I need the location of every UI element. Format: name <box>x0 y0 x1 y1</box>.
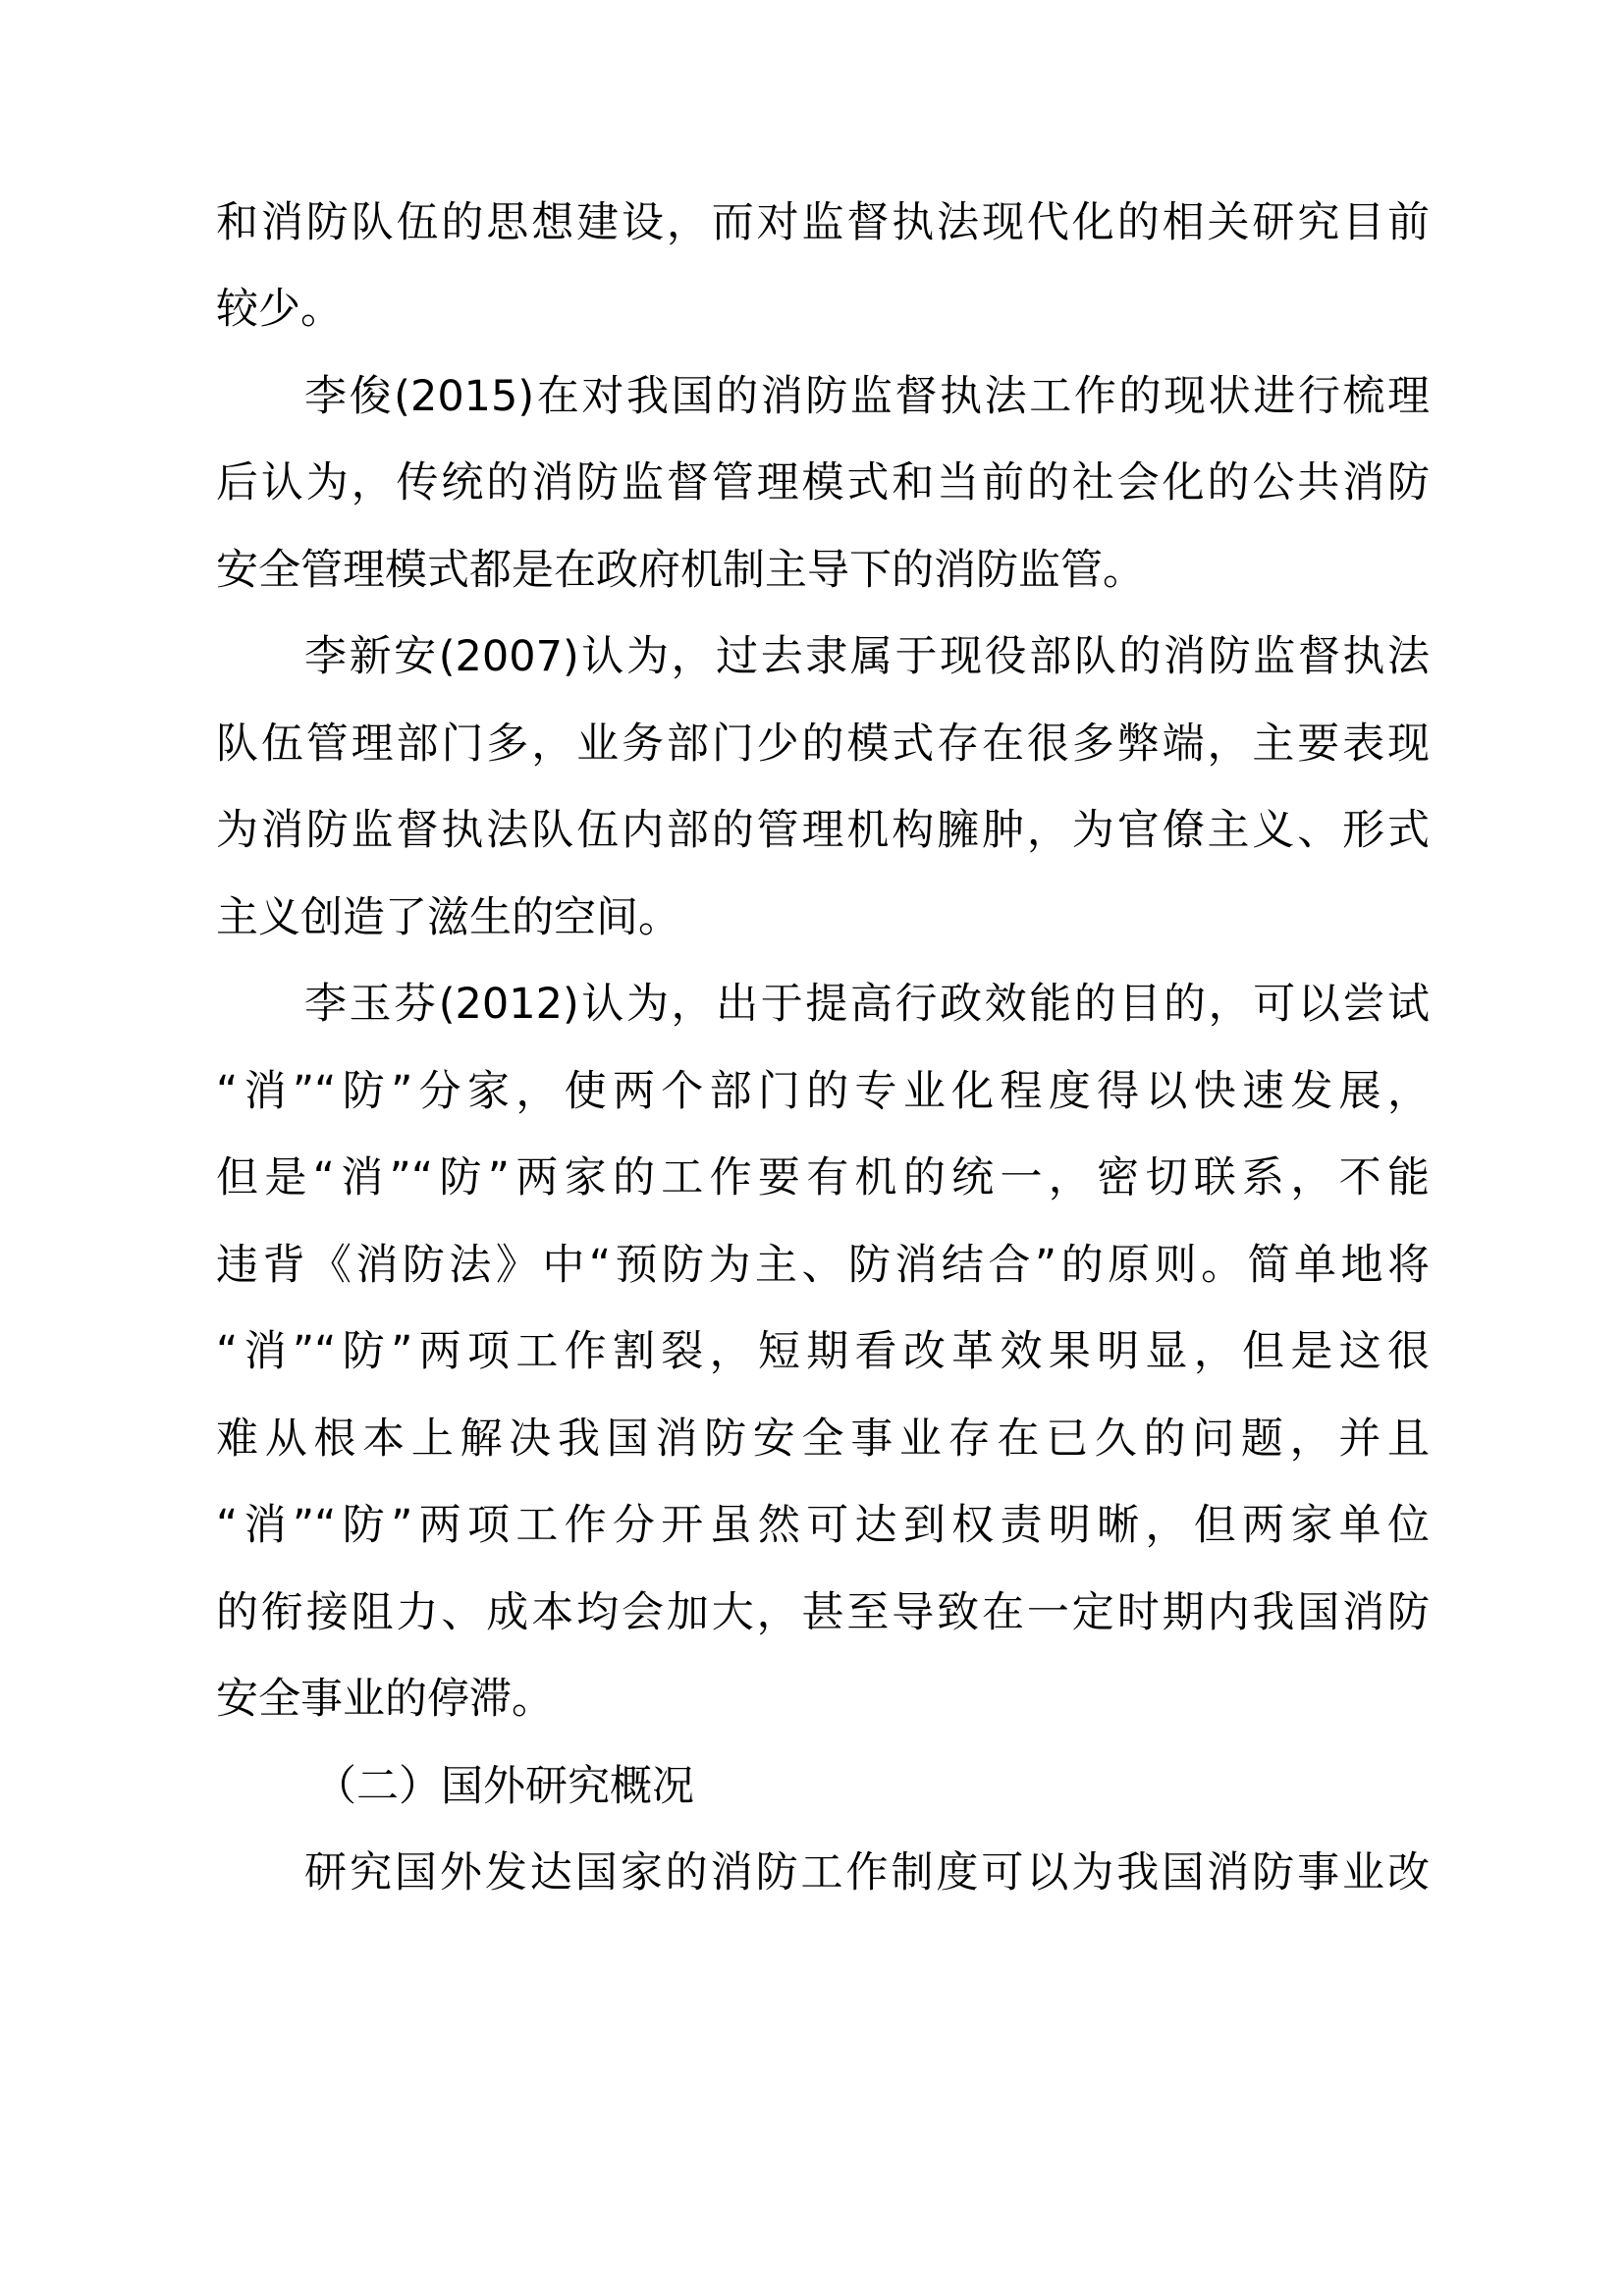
paragraph-line: 李新安(2007)认为，过去隶属于现役部队的消防监督执法 <box>304 632 1430 681</box>
paragraph-line: 为消防监督执法队伍内部的管理机构臃肿，为官僚主义、形式 <box>216 806 1430 855</box>
paragraph-line: 较少。 <box>216 285 343 334</box>
paragraph-line: 李玉芬(2012)认为，出于提高行政效能的目的，可以尝试 <box>304 980 1430 1029</box>
paragraph-line: 研究国外发达国家的消防工作制度可以为我国消防事业改 <box>304 1848 1430 1897</box>
paragraph-line: “消”“防”两项工作分开虽然可达到权责明晰，但两家单位 <box>216 1501 1430 1550</box>
paragraph-line: 和消防队伍的思想建设，而对监督执法现代化的相关研究目前 <box>216 198 1430 247</box>
paragraph-line: 但是“消”“防”两家的工作要有机的统一，密切联系，不能 <box>216 1153 1430 1202</box>
paragraph-line: 安全事业的停滞。 <box>216 1675 554 1724</box>
paragraph-line: 队伍管理部门多，业务部门少的模式存在很多弊端，主要表现 <box>216 720 1430 769</box>
paragraph-line: 主义创造了滋生的空间。 <box>216 893 680 942</box>
paragraph-line: 的衔接阻力、成本均会加大，甚至导致在一定时期内我国消防 <box>216 1588 1430 1637</box>
paragraph-line: “消”“防”分家，使两个部门的专业化程度得以快速发展， <box>216 1067 1430 1116</box>
section-heading: （二）国外研究概况 <box>314 1762 694 1811</box>
paragraph-line: 安全管理模式都是在政府机制主导下的消防监管。 <box>216 546 1145 595</box>
paragraph-line: 李俊(2015)在对我国的消防监督执法工作的现状进行梳理 <box>304 372 1430 421</box>
paragraph-line: 违背《消防法》中“预防为主、防消结合”的原则。简单地将 <box>216 1241 1430 1290</box>
paragraph-line: 后认为，传统的消防监督管理模式和当前的社会化的公共消防 <box>216 458 1430 507</box>
paragraph-line: “消”“防”两项工作割裂，短期看改革效果明显，但是这很 <box>216 1327 1430 1376</box>
paragraph-line: 难从根本上解决我国消防安全事业存在已久的问题，并且 <box>216 1415 1430 1464</box>
